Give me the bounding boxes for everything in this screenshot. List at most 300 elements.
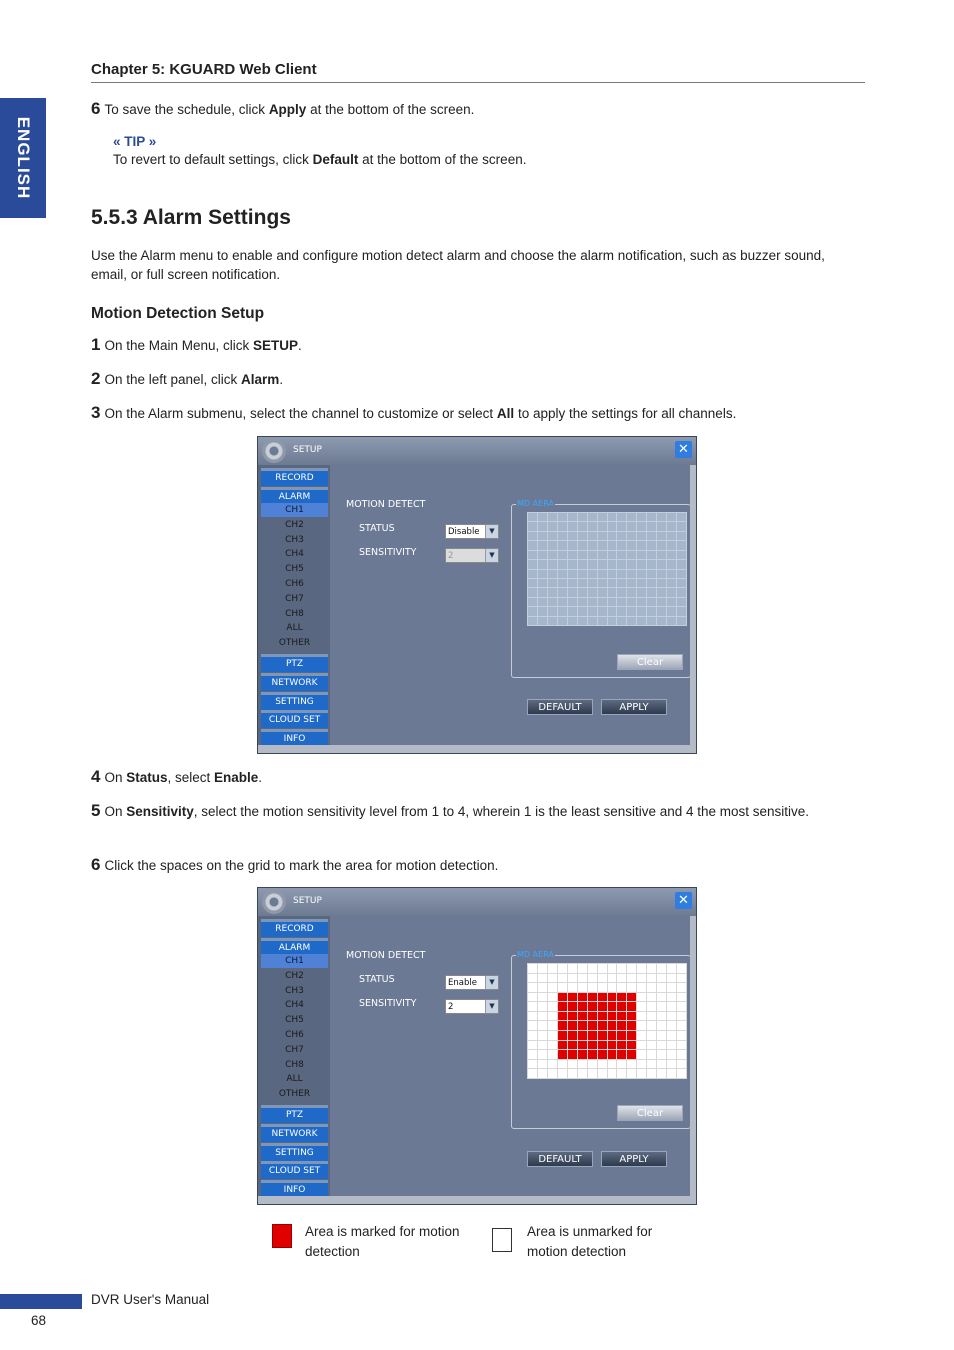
grid-cell-marked[interactable]: [578, 1002, 587, 1011]
grid-cell[interactable]: [637, 598, 646, 606]
grid-cell[interactable]: [617, 607, 626, 615]
grid-cell[interactable]: [588, 560, 597, 568]
grid-cell[interactable]: [578, 579, 587, 587]
grid-cell[interactable]: [617, 551, 626, 559]
grid-cell[interactable]: [617, 579, 626, 587]
grid-cell[interactable]: [578, 570, 587, 578]
grid-cell[interactable]: [608, 588, 617, 596]
grid-cell[interactable]: [548, 560, 557, 568]
grid-cell-marked[interactable]: [568, 1041, 577, 1050]
grid-cell[interactable]: [627, 513, 636, 521]
grid-cell[interactable]: [538, 974, 547, 983]
grid-cell[interactable]: [667, 1031, 676, 1040]
nav-ptz[interactable]: PTZ: [261, 654, 328, 672]
grid-cell[interactable]: [538, 964, 547, 973]
grid-cell[interactable]: [667, 579, 676, 587]
grid-cell[interactable]: [578, 1069, 587, 1078]
grid-cell[interactable]: [627, 541, 636, 549]
grid-cell[interactable]: [637, 1002, 646, 1011]
nav-record[interactable]: RECORD: [261, 468, 328, 486]
grid-cell[interactable]: [667, 513, 676, 521]
grid-cell-marked[interactable]: [588, 1050, 597, 1059]
grid-cell-marked[interactable]: [598, 993, 607, 1002]
grid-cell[interactable]: [608, 1060, 617, 1069]
grid-cell[interactable]: [558, 541, 567, 549]
grid-cell[interactable]: [637, 579, 646, 587]
grid-cell[interactable]: [528, 541, 537, 549]
grid-cell[interactable]: [677, 1021, 686, 1030]
grid-cell[interactable]: [528, 974, 537, 983]
grid-cell[interactable]: [588, 551, 597, 559]
grid-cell[interactable]: [528, 588, 537, 596]
grid-cell[interactable]: [578, 541, 587, 549]
channel-item-ch5[interactable]: CH5: [285, 564, 304, 575]
grid-cell[interactable]: [677, 1069, 686, 1078]
grid-cell[interactable]: [538, 541, 547, 549]
grid-cell[interactable]: [608, 522, 617, 530]
grid-cell[interactable]: [538, 532, 547, 540]
sensitivity-select[interactable]: [445, 999, 499, 1014]
grid-cell-marked[interactable]: [608, 1031, 617, 1040]
grid-cell[interactable]: [528, 579, 537, 587]
grid-cell-marked[interactable]: [558, 1050, 567, 1059]
grid-cell[interactable]: [548, 598, 557, 606]
grid-cell[interactable]: [528, 1012, 537, 1021]
grid-cell[interactable]: [588, 607, 597, 615]
grid-cell[interactable]: [657, 964, 666, 973]
nav-setting[interactable]: SETTING: [261, 1143, 328, 1161]
grid-cell[interactable]: [528, 1041, 537, 1050]
grid-cell[interactable]: [657, 1002, 666, 1011]
grid-cell[interactable]: [578, 974, 587, 983]
grid-cell[interactable]: [657, 588, 666, 596]
channel-item-other[interactable]: OTHER: [278, 638, 311, 649]
grid-cell[interactable]: [558, 579, 567, 587]
grid-cell-marked[interactable]: [578, 1050, 587, 1059]
grid-cell[interactable]: [657, 513, 666, 521]
grid-cell[interactable]: [548, 1069, 557, 1078]
grid-cell[interactable]: [647, 1041, 656, 1050]
grid-cell[interactable]: [677, 1060, 686, 1069]
grid-cell[interactable]: [568, 607, 577, 615]
grid-cell[interactable]: [617, 532, 626, 540]
grid-cell[interactable]: [677, 1041, 686, 1050]
grid-cell[interactable]: [578, 1060, 587, 1069]
grid-cell[interactable]: [598, 598, 607, 606]
grid-cell-marked[interactable]: [608, 1050, 617, 1059]
grid-cell[interactable]: [608, 513, 617, 521]
grid-cell[interactable]: [617, 983, 626, 992]
grid-cell[interactable]: [647, 607, 656, 615]
grid-cell[interactable]: [608, 964, 617, 973]
grid-cell[interactable]: [667, 1002, 676, 1011]
grid-cell[interactable]: [568, 522, 577, 530]
channel-item-ch3[interactable]: CH3: [285, 985, 304, 996]
grid-cell[interactable]: [558, 560, 567, 568]
channel-item-ch1[interactable]: CH1: [261, 503, 328, 517]
grid-cell[interactable]: [548, 1002, 557, 1011]
grid-cell[interactable]: [627, 617, 636, 625]
grid-cell[interactable]: [598, 522, 607, 530]
grid-cell[interactable]: [667, 541, 676, 549]
grid-cell-marked[interactable]: [608, 1012, 617, 1021]
grid-cell[interactable]: [657, 1031, 666, 1040]
grid-cell[interactable]: [667, 570, 676, 578]
status-select[interactable]: [445, 524, 499, 539]
grid-cell[interactable]: [667, 1012, 676, 1021]
nav-info[interactable]: INFO: [261, 1180, 328, 1198]
grid-cell[interactable]: [677, 541, 686, 549]
grid-cell[interactable]: [667, 983, 676, 992]
grid-cell[interactable]: [538, 1060, 547, 1069]
grid-cell[interactable]: [677, 570, 686, 578]
grid-cell-marked[interactable]: [558, 1021, 567, 1030]
grid-cell[interactable]: [617, 522, 626, 530]
grid-cell[interactable]: [677, 983, 686, 992]
md-area-grid[interactable]: [527, 963, 687, 1079]
grid-cell-marked[interactable]: [617, 1012, 626, 1021]
grid-cell[interactable]: [657, 1012, 666, 1021]
grid-cell[interactable]: [677, 598, 686, 606]
grid-cell-marked[interactable]: [608, 993, 617, 1002]
grid-cell-marked[interactable]: [617, 1041, 626, 1050]
grid-cell[interactable]: [637, 983, 646, 992]
grid-cell[interactable]: [548, 532, 557, 540]
grid-cell[interactable]: [657, 1050, 666, 1059]
grid-cell[interactable]: [667, 1060, 676, 1069]
grid-cell[interactable]: [637, 1041, 646, 1050]
grid-cell[interactable]: [528, 617, 537, 625]
channel-item-ch7[interactable]: CH7: [285, 593, 304, 604]
grid-cell[interactable]: [657, 983, 666, 992]
grid-cell[interactable]: [608, 598, 617, 606]
grid-cell[interactable]: [667, 598, 676, 606]
grid-cell-marked[interactable]: [598, 1031, 607, 1040]
grid-cell[interactable]: [578, 617, 587, 625]
grid-cell[interactable]: [647, 513, 656, 521]
grid-cell-marked[interactable]: [568, 1031, 577, 1040]
grid-cell[interactable]: [528, 513, 537, 521]
grid-cell[interactable]: [627, 588, 636, 596]
grid-cell[interactable]: [677, 617, 686, 625]
grid-cell[interactable]: [657, 993, 666, 1002]
grid-cell[interactable]: [598, 607, 607, 615]
grid-cell[interactable]: [558, 983, 567, 992]
grid-cell[interactable]: [548, 1031, 557, 1040]
grid-cell[interactable]: [647, 579, 656, 587]
grid-cell[interactable]: [667, 1069, 676, 1078]
grid-cell[interactable]: [538, 588, 547, 596]
grid-cell[interactable]: [647, 1021, 656, 1030]
grid-cell-marked[interactable]: [558, 1031, 567, 1040]
grid-cell[interactable]: [578, 598, 587, 606]
grid-cell[interactable]: [637, 1069, 646, 1078]
grid-cell[interactable]: [548, 617, 557, 625]
grid-cell-marked[interactable]: [568, 993, 577, 1002]
grid-cell[interactable]: [568, 551, 577, 559]
grid-cell[interactable]: [608, 579, 617, 587]
grid-cell[interactable]: [657, 1021, 666, 1030]
channel-item-ch4[interactable]: CH4: [285, 1000, 304, 1011]
grid-cell-marked[interactable]: [588, 1021, 597, 1030]
grid-cell-marked[interactable]: [588, 1031, 597, 1040]
grid-cell[interactable]: [608, 532, 617, 540]
apply-button[interactable]: APPLY: [601, 1151, 667, 1167]
grid-cell[interactable]: [627, 560, 636, 568]
grid-cell[interactable]: [637, 1021, 646, 1030]
grid-cell[interactable]: [617, 617, 626, 625]
grid-cell-marked[interactable]: [588, 1041, 597, 1050]
grid-cell[interactable]: [677, 588, 686, 596]
grid-cell[interactable]: [568, 1069, 577, 1078]
grid-cell-marked[interactable]: [617, 993, 626, 1002]
grid-cell[interactable]: [568, 617, 577, 625]
grid-cell[interactable]: [538, 1002, 547, 1011]
channel-item-ch4[interactable]: CH4: [285, 549, 304, 560]
grid-cell[interactable]: [568, 513, 577, 521]
channel-item-ch8[interactable]: CH8: [285, 1059, 304, 1070]
grid-cell[interactable]: [548, 983, 557, 992]
grid-cell[interactable]: [657, 541, 666, 549]
grid-cell[interactable]: [667, 974, 676, 983]
grid-cell[interactable]: [627, 522, 636, 530]
grid-cell[interactable]: [667, 1021, 676, 1030]
grid-cell[interactable]: [538, 551, 547, 559]
grid-cell[interactable]: [677, 513, 686, 521]
grid-cell-marked[interactable]: [617, 1031, 626, 1040]
grid-cell[interactable]: [617, 588, 626, 596]
grid-cell[interactable]: [647, 598, 656, 606]
grid-cell[interactable]: [637, 617, 646, 625]
grid-cell[interactable]: [627, 964, 636, 973]
grid-cell[interactable]: [617, 560, 626, 568]
grid-cell-marked[interactable]: [578, 993, 587, 1002]
grid-cell-marked[interactable]: [578, 1031, 587, 1040]
grid-cell[interactable]: [548, 607, 557, 615]
grid-cell[interactable]: [637, 993, 646, 1002]
nav-cloud-set[interactable]: CLOUD SET: [261, 710, 328, 728]
grid-cell[interactable]: [647, 532, 656, 540]
grid-cell[interactable]: [667, 588, 676, 596]
md-area-grid[interactable]: [527, 512, 687, 626]
grid-cell[interactable]: [657, 551, 666, 559]
grid-cell[interactable]: [627, 1060, 636, 1069]
grid-cell[interactable]: [647, 1002, 656, 1011]
grid-cell[interactable]: [568, 541, 577, 549]
grid-cell[interactable]: [647, 1012, 656, 1021]
grid-cell[interactable]: [657, 570, 666, 578]
grid-cell[interactable]: [538, 1012, 547, 1021]
grid-cell[interactable]: [677, 560, 686, 568]
grid-cell-marked[interactable]: [627, 1012, 636, 1021]
grid-cell-marked[interactable]: [617, 1050, 626, 1059]
grid-cell[interactable]: [608, 607, 617, 615]
nav-alarm[interactable]: ALARM: [261, 938, 328, 956]
grid-cell[interactable]: [548, 1021, 557, 1030]
grid-cell[interactable]: [608, 1069, 617, 1078]
grid-cell[interactable]: [548, 522, 557, 530]
grid-cell-marked[interactable]: [598, 1050, 607, 1059]
grid-cell[interactable]: [538, 522, 547, 530]
grid-cell[interactable]: [588, 588, 597, 596]
grid-cell-marked[interactable]: [598, 1002, 607, 1011]
close-button[interactable]: ✕: [675, 892, 692, 909]
grid-cell[interactable]: [568, 598, 577, 606]
grid-cell-marked[interactable]: [598, 1012, 607, 1021]
grid-cell[interactable]: [528, 607, 537, 615]
grid-cell-marked[interactable]: [558, 993, 567, 1002]
grid-cell[interactable]: [528, 983, 537, 992]
grid-cell[interactable]: [627, 983, 636, 992]
grid-cell[interactable]: [568, 1060, 577, 1069]
grid-cell[interactable]: [608, 617, 617, 625]
grid-cell-marked[interactable]: [558, 1012, 567, 1021]
channel-item-ch5[interactable]: CH5: [285, 1015, 304, 1026]
grid-cell[interactable]: [677, 579, 686, 587]
grid-cell[interactable]: [558, 532, 567, 540]
grid-cell[interactable]: [677, 551, 686, 559]
grid-cell[interactable]: [568, 579, 577, 587]
grid-cell[interactable]: [637, 541, 646, 549]
clear-button[interactable]: Clear: [617, 654, 683, 670]
grid-cell[interactable]: [667, 522, 676, 530]
grid-cell[interactable]: [637, 964, 646, 973]
grid-cell[interactable]: [677, 1012, 686, 1021]
channel-item-ch2[interactable]: CH2: [285, 970, 304, 981]
grid-cell[interactable]: [677, 607, 686, 615]
grid-cell-marked[interactable]: [588, 1012, 597, 1021]
grid-cell[interactable]: [637, 532, 646, 540]
nav-cloud-set[interactable]: CLOUD SET: [261, 1161, 328, 1179]
grid-cell[interactable]: [627, 598, 636, 606]
grid-cell[interactable]: [528, 964, 537, 973]
grid-cell[interactable]: [538, 983, 547, 992]
grid-cell[interactable]: [538, 1069, 547, 1078]
grid-cell-marked[interactable]: [588, 1002, 597, 1011]
grid-cell[interactable]: [637, 560, 646, 568]
nav-record[interactable]: RECORD: [261, 919, 328, 937]
grid-cell[interactable]: [578, 522, 587, 530]
grid-cell-marked[interactable]: [558, 1041, 567, 1050]
grid-cell[interactable]: [677, 1002, 686, 1011]
grid-cell[interactable]: [578, 513, 587, 521]
grid-cell[interactable]: [588, 541, 597, 549]
grid-cell[interactable]: [528, 1031, 537, 1040]
grid-cell-marked[interactable]: [578, 1012, 587, 1021]
grid-cell[interactable]: [647, 617, 656, 625]
grid-cell[interactable]: [558, 513, 567, 521]
nav-info[interactable]: INFO: [261, 729, 328, 747]
channel-item-ch1[interactable]: CH1: [261, 954, 328, 968]
channel-item-ch6[interactable]: CH6: [285, 1030, 304, 1040]
channel-item-ch7[interactable]: CH7: [285, 1044, 304, 1055]
grid-cell[interactable]: [578, 607, 587, 615]
grid-cell[interactable]: [538, 617, 547, 625]
grid-cell-marked[interactable]: [627, 1021, 636, 1030]
grid-cell[interactable]: [627, 579, 636, 587]
grid-cell[interactable]: [538, 1031, 547, 1040]
grid-cell[interactable]: [538, 598, 547, 606]
grid-cell[interactable]: [667, 993, 676, 1002]
grid-cell[interactable]: [568, 560, 577, 568]
sensitivity-select[interactable]: [445, 548, 499, 563]
grid-cell[interactable]: [588, 513, 597, 521]
grid-cell[interactable]: [608, 560, 617, 568]
grid-cell[interactable]: [677, 964, 686, 973]
grid-cell[interactable]: [617, 513, 626, 521]
grid-cell-marked[interactable]: [568, 1050, 577, 1059]
grid-cell[interactable]: [627, 1069, 636, 1078]
grid-cell[interactable]: [598, 570, 607, 578]
grid-cell[interactable]: [608, 570, 617, 578]
grid-cell[interactable]: [598, 532, 607, 540]
grid-cell-marked[interactable]: [608, 1041, 617, 1050]
nav-network[interactable]: NETWORK: [261, 1124, 328, 1142]
grid-cell[interactable]: [667, 617, 676, 625]
grid-cell[interactable]: [578, 560, 587, 568]
grid-cell[interactable]: [667, 964, 676, 973]
default-button[interactable]: DEFAULT: [527, 699, 593, 715]
channel-item-ch2[interactable]: CH2: [285, 519, 304, 530]
grid-cell[interactable]: [558, 1069, 567, 1078]
grid-cell[interactable]: [627, 532, 636, 540]
grid-cell[interactable]: [558, 598, 567, 606]
grid-cell[interactable]: [647, 974, 656, 983]
grid-cell[interactable]: [637, 522, 646, 530]
grid-cell[interactable]: [637, 513, 646, 521]
grid-cell[interactable]: [598, 1069, 607, 1078]
clear-button[interactable]: Clear: [617, 1105, 683, 1121]
close-button[interactable]: ✕: [675, 441, 692, 458]
grid-cell[interactable]: [647, 964, 656, 973]
grid-cell[interactable]: [588, 570, 597, 578]
grid-cell[interactable]: [647, 1050, 656, 1059]
grid-cell[interactable]: [608, 541, 617, 549]
grid-cell[interactable]: [548, 551, 557, 559]
grid-cell[interactable]: [538, 993, 547, 1002]
grid-cell[interactable]: [558, 617, 567, 625]
grid-cell[interactable]: [637, 1050, 646, 1059]
grid-cell[interactable]: [538, 1041, 547, 1050]
grid-cell-marked[interactable]: [627, 1041, 636, 1050]
grid-cell[interactable]: [548, 974, 557, 983]
grid-cell[interactable]: [637, 1060, 646, 1069]
grid-cell[interactable]: [528, 532, 537, 540]
grid-cell[interactable]: [598, 588, 607, 596]
grid-cell[interactable]: [568, 588, 577, 596]
grid-cell[interactable]: [647, 570, 656, 578]
grid-cell[interactable]: [657, 579, 666, 587]
grid-cell[interactable]: [538, 560, 547, 568]
grid-cell[interactable]: [627, 551, 636, 559]
grid-cell[interactable]: [627, 607, 636, 615]
grid-cell[interactable]: [578, 551, 587, 559]
grid-cell[interactable]: [657, 1060, 666, 1069]
grid-cell[interactable]: [657, 532, 666, 540]
grid-cell[interactable]: [617, 1069, 626, 1078]
grid-cell[interactable]: [588, 598, 597, 606]
grid-cell[interactable]: [558, 551, 567, 559]
grid-cell[interactable]: [657, 560, 666, 568]
grid-cell[interactable]: [647, 551, 656, 559]
grid-cell[interactable]: [588, 983, 597, 992]
grid-cell[interactable]: [528, 1050, 537, 1059]
grid-cell[interactable]: [617, 570, 626, 578]
grid-cell[interactable]: [617, 974, 626, 983]
grid-cell[interactable]: [528, 1021, 537, 1030]
grid-cell[interactable]: [617, 1060, 626, 1069]
grid-cell[interactable]: [667, 560, 676, 568]
